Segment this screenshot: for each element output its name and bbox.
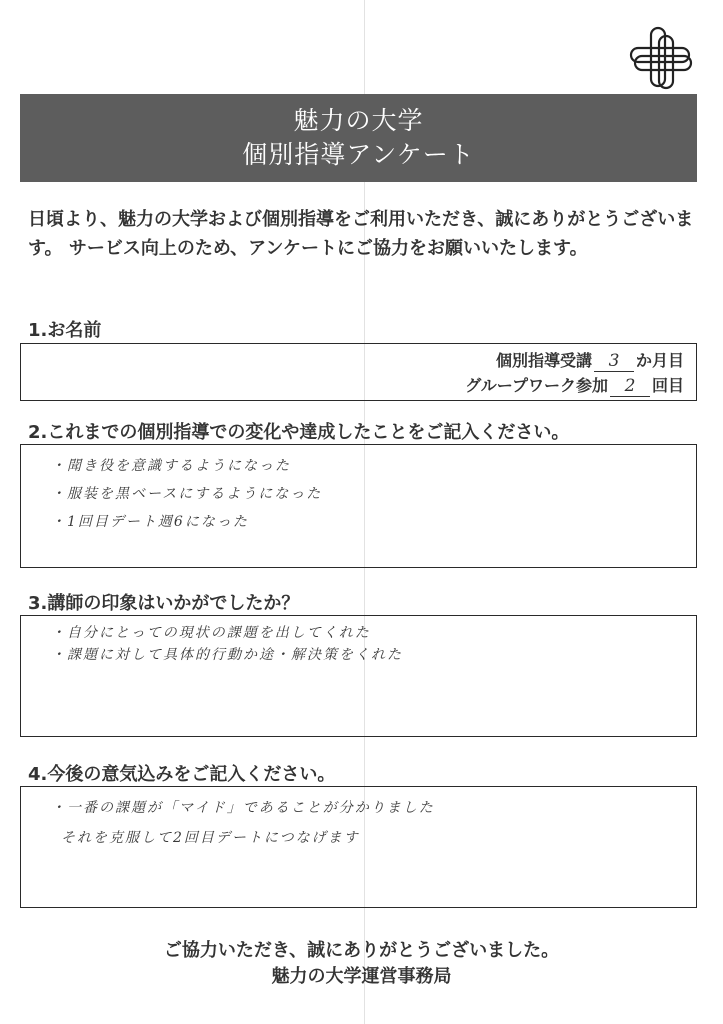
q2-answer-3: ・1回目デート週6になった — [51, 514, 249, 530]
q1-line2-label: グループワーク参加 — [465, 376, 608, 395]
q1-line-group — [465, 373, 684, 397]
intro-text: 日頃より、魅力の大学および個別指導をご利用いただき、誠にありがとうございます。 サービス向上のため、アンケートにご協力をお願いいたします。 — [28, 209, 694, 259]
footer-thanks: ご協力いただき、誠にありがとうございました。 — [163, 940, 560, 961]
q1-name-box[interactable] — [20, 343, 697, 401]
q1-line1-suffix: か月目 — [635, 351, 684, 370]
q2-title: 2.これまでの個別指導での変化や達成したことをご記入ください。 — [28, 422, 570, 443]
q2-answer-2: ・服装を黒ベースにするようになった — [51, 486, 323, 502]
q3-answer-1: ・自分にとっての現状の課題を出してくれた — [51, 625, 371, 641]
header-title-line2: 個別指導アンケート — [242, 140, 475, 169]
q1-line1-value: 3 — [594, 351, 634, 372]
cross-logo-icon — [627, 26, 693, 90]
q3-answer-box[interactable] — [20, 615, 697, 737]
q4-title: 4.今後の意気込みをご記入ください。 — [28, 764, 336, 785]
header-title-line1: 魅力の大学 — [293, 106, 424, 135]
q3-title: 3.講師の印象はいかがでしたか？ — [28, 593, 300, 614]
q1-title: 1.お名前 — [28, 320, 102, 341]
q4-answer-2: それを克服して2回目デートにつなげます — [61, 830, 360, 846]
q1-line1-label: 個別指導受講 — [495, 351, 592, 370]
q4-answer-1: ・一番の課題が「マイド」であることが分かりました — [51, 800, 435, 816]
q4-answer-box[interactable] — [20, 786, 697, 908]
survey-header — [20, 94, 697, 182]
q1-line2-suffix: 回目 — [651, 376, 684, 395]
q1-line2-value: 2 — [610, 376, 650, 397]
q1-line-individual — [496, 348, 684, 372]
q2-answer-box[interactable] — [20, 444, 697, 568]
q3-answer-2: ・課題に対して具体的行動か途・解決策をくれた — [51, 647, 403, 663]
footer-office: 魅力の大学運営事務局 — [271, 966, 452, 987]
q2-answer-1: ・聞き役を意識するようになった — [51, 458, 291, 474]
